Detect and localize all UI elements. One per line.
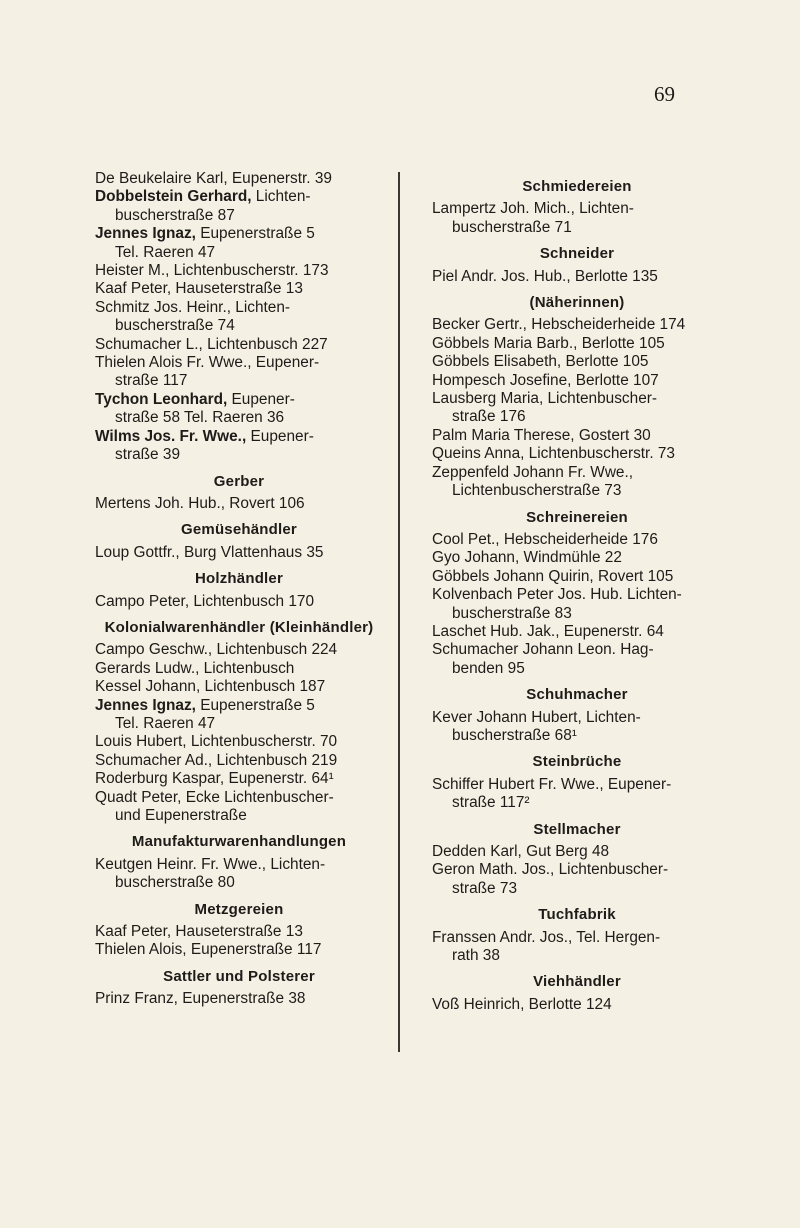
section-title: Schreinereien [526,508,628,526]
entry-line: Prinz Franz, Eupenerstraße 38 [95,990,306,1008]
directory-entry [432,568,722,586]
section-title: Viehhändler [533,973,621,991]
directory-entry [95,752,389,770]
section [432,294,722,500]
directory-entry [95,789,389,826]
entry-line: De Beukelaire Karl, Eupenerstr. 39 [95,170,332,187]
section [432,906,722,965]
entry-line: Campo Geschw., Lichtenbusch 224 [95,641,338,659]
entry-line: Jennes Ignaz, Eupenerstraße 5 [95,225,315,243]
entry-line: Lausberg Maria, Lichtenbuscher- [432,390,657,408]
entry-line: Thielen Alois Fr. Wwe., Eupener- [95,354,320,372]
page-number: 69 [654,82,675,106]
column-divider [398,172,400,1052]
section-title: Tuchfabrik [538,906,616,924]
directory-entry [432,531,722,549]
entry-line: buscherstraße 87 [115,206,235,224]
directory-entry [95,188,389,225]
entry-line: rath 38 [452,947,500,965]
entry-line: Dedden Karl, Gut Berg 48 [432,843,610,860]
entry-name-bold: Jennes Ignaz, [95,225,196,243]
entry-line: benden 95 [452,659,525,677]
section-title: Kolonialwarenhändler (Kleinhändler) [104,618,374,636]
entry-line: Hompesch Josefine, Berlotte 107 [432,371,659,389]
entry-line: Thielen Alois, Eupenerstraße 117 [95,941,322,959]
directory-entry [95,697,389,734]
entry-line: Schmitz Jos. Heinr., Lichten- [95,298,291,316]
entry-line: buscherstraße 71 [452,218,572,236]
entry-line: straße 117² [452,794,530,812]
entry-line: straße 58 Tel. Raeren 36 [115,409,285,427]
entry-line: Keutgen Heinr. Fr. Wwe., Lichten- [95,855,326,873]
entry-line: Wilms Jos. Fr. Wwe., Eupener- [95,427,314,445]
directory-entry [95,280,389,298]
directory-entry [95,428,389,465]
section [95,619,389,825]
entry-line: Quadt Peter, Ecke Lichtenbuscher- [95,788,334,806]
directory-entry [95,544,389,562]
directory-entry [432,464,722,501]
section [95,521,389,562]
entry-line: buscherstraße 83 [452,604,572,622]
directory-entry [432,996,722,1014]
section-title: Gemüsehändler [181,521,297,539]
entry-line: Lampertz Joh. Mich., Lichten- [432,200,634,218]
entry-line: Tel. Raeren 47 [115,243,216,261]
entry-line: Gyo Johann, Windmühle 22 [432,549,622,567]
section [432,973,722,1014]
entry-line: Campo Peter, Lichtenbusch 170 [95,592,315,610]
directory-entry [432,843,722,861]
entry-line: Piel Andr. Jos. Hub., Berlotte 135 [432,267,658,285]
entry-line: Kaaf Peter, Hauseterstraße 13 [95,923,303,941]
entry-line: Schumacher Johann Leon. Hag- [432,641,654,659]
directory-entry [95,770,389,788]
section-title: Holzhändler [194,570,284,588]
section-title: Manufakturwarenhandlungen [131,833,347,851]
entry-line: Kessel Johann, Lichtenbusch 187 [95,678,326,696]
directory-entry [95,299,389,336]
directory-entry [95,678,389,696]
entry-name-bold: Dobbelstein Gerhard, [95,188,252,206]
entry-line: Tychon Leonhard, Eupener- [95,390,295,408]
directory-entry [432,623,722,641]
entry-name-bold: Jennes Ignaz, [95,696,196,714]
directory-entry [432,353,722,371]
directory-entry [432,445,722,463]
entry-line: Queins Anna, Lichtenbuscherstr. 73 [432,445,675,463]
directory-entry [432,549,722,567]
section-title: Sattler und Polsterer [163,967,315,985]
entry-line: Gerards Ludw., Lichtenbusch [95,659,295,677]
entry-line: Franssen Andr. Jos., Tel. Hergen- [432,928,661,946]
directory-entry [432,335,722,353]
section [432,821,722,899]
directory-entry [432,390,722,427]
entry-line: Schumacher L., Lichtenbusch 227 [95,335,328,353]
directory-entry [95,856,389,893]
directory-entry [432,586,722,623]
section [432,753,722,812]
section-title: Gerber [213,472,265,490]
directory-entry [432,641,722,678]
directory-entry [432,709,722,746]
entry-line: straße 176 [452,408,526,426]
entry-line: Schumacher Ad., Lichtenbusch 219 [95,751,338,769]
entry-line: Lichtenbuscherstraße 73 [452,482,622,500]
entry-line: Geron Math. Jos., Lichtenbuscher- [432,861,669,879]
section [95,170,389,465]
section-title: Schmiedereien [522,178,632,195]
directory-entry [95,990,389,1008]
directory-entry [95,641,389,659]
entry-line: straße 117 [115,372,188,390]
entry-line: Mertens Joh. Hub., Rovert 106 [95,494,305,512]
entry-line: und Eupenerstraße [115,807,247,824]
directory-entry [432,200,722,237]
section [432,245,722,286]
entry-line: Dobbelstein Gerhard, Lichten- [95,188,311,206]
entry-line: Becker Gertr., Hebscheiderheide 174 [432,316,686,334]
entry-line: Göbbels Maria Barb., Berlotte 105 [432,334,665,352]
entry-line: Göbbels Johann Quirin, Rovert 105 [432,567,674,585]
entry-line: buscherstraße 68¹ [452,726,577,744]
entry-line: Laschet Hub. Jak., Eupenerstr. 64 [432,622,664,640]
entry-line: Louis Hubert, Lichtenbuscherstr. 70 [95,733,338,751]
directory-entry [95,262,389,280]
section [95,833,389,892]
section [432,509,722,679]
section [432,686,722,745]
directory-entry [432,427,722,445]
entry-line: Schiffer Hubert Fr. Wwe., Eupener- [432,775,672,793]
directory-entry [95,495,389,513]
section [95,570,389,611]
directory-entry [432,861,722,898]
directory-entry [432,372,722,390]
entry-line: Heister M., Lichtenbuscherstr. 173 [95,262,329,280]
entry-line: Kaaf Peter, Hauseterstraße 13 [95,280,303,298]
entry-line: Loup Gottfr., Burg Vlattenhaus 35 [95,543,324,561]
right-column [432,170,722,1014]
section-title: Stellmacher [533,820,621,838]
section-title: Steinbrüche [532,753,622,771]
directory-entry [432,316,722,334]
directory-entry [95,170,389,188]
entry-line: Kolvenbach Peter Jos. Hub. Lichten- [432,586,682,604]
entry-line: straße 39 [115,446,181,464]
directory-entry [432,268,722,286]
entry-line: Roderburg Kaspar, Eupenerstr. 64¹ [95,770,334,788]
entry-line: Göbbels Elisabeth, Berlotte 105 [432,353,649,371]
section-title: Schuhmacher [526,686,628,704]
section [95,968,389,1009]
entry-line: Palm Maria Therese, Gostert 30 [432,426,651,444]
directory-entry [432,776,722,813]
entry-name-bold: Tychon Leonhard, [95,390,228,408]
entry-line: Tel. Raeren 47 [115,714,216,732]
directory-entry [95,733,389,751]
entry-line: Cool Pet., Hebscheiderheide 176 [432,530,658,548]
directory-entry [95,660,389,678]
directory-entry [95,225,389,262]
section [95,473,389,514]
section-title: (Näherinnen) [529,294,625,312]
section [432,178,722,237]
left-column [95,170,389,1009]
directory-entry [95,336,389,354]
section-title: Schneider [539,245,615,263]
section-title: Metzgereien [194,900,284,918]
entry-line: Jennes Ignaz, Eupenerstraße 5 [95,696,315,714]
directory-entry [95,941,389,959]
entry-line: Voß Heinrich, Berlotte 124 [432,995,612,1013]
directory-entry [432,929,722,966]
directory-entry [95,923,389,941]
directory-entry [95,391,389,428]
entry-line: buscherstraße 74 [115,317,235,335]
directory-entry [95,354,389,391]
entry-line: straße 73 [452,879,518,897]
entry-line: Zeppenfeld Johann Fr. Wwe., [432,463,634,481]
entry-name-bold: Wilms Jos. Fr. Wwe., [95,427,247,445]
directory-entry [95,593,389,611]
section [95,901,389,960]
entry-line: buscherstraße 80 [115,874,235,892]
entry-line: Kever Johann Hubert, Lichten- [432,708,641,726]
